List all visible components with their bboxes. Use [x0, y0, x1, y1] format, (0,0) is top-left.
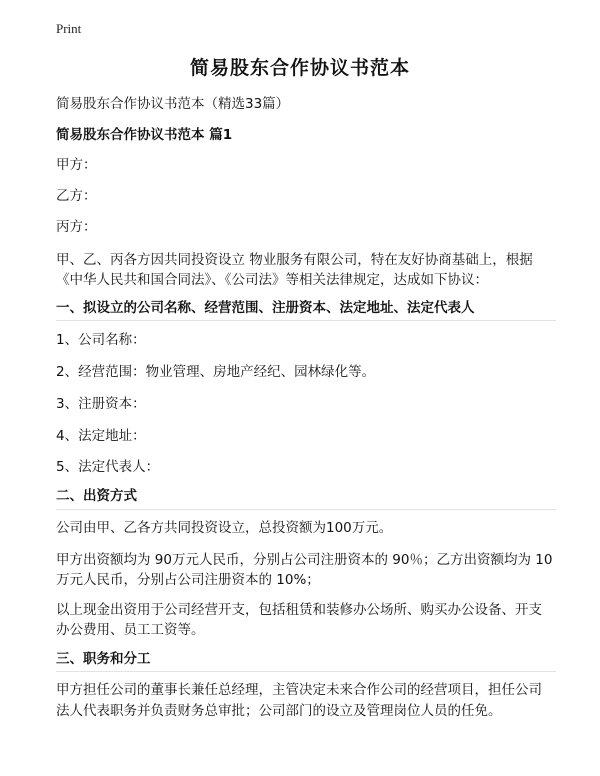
capital-paragraph: 公司由甲、乙各方共同投资设立，总投资额为100万元。 — [56, 520, 393, 536]
party-c-field: 丙方： — [56, 219, 97, 235]
duties-paragraph-line-2: 法人代表职务并负责财务总审批；公司部门的设立及管理岗位人员的任免。 — [56, 703, 502, 719]
list-item-legal-representative: 5、法定代表人： — [56, 459, 160, 475]
print-link[interactable]: Print — [56, 21, 82, 36]
party-b-field: 乙方： — [56, 188, 97, 204]
section-2-heading: 二、出资方式 — [56, 488, 137, 504]
shares-paragraph-line-2: 万元人民币，分别占公司注册资本的 10%； — [56, 572, 320, 588]
section-divider — [56, 320, 556, 321]
document-subtitle: 简易股东合作协议书范本（精选33篇） — [56, 96, 290, 112]
intro-paragraph-line-1: 甲、乙、丙各方因共同投资设立 物业服务有限公司，特在友好协商基础上，根据 — [56, 252, 533, 268]
section-divider — [56, 671, 556, 672]
usage-paragraph-line-2: 办公费用、员工工资等。 — [56, 622, 205, 638]
list-item-business-scope: 2、经营范围：物业管理、房地产经纪、园林绿化等。 — [56, 364, 376, 380]
section-1-heading: 一、拟设立的公司名称、经营范围、注册资本、法定地址、法定代表人 — [56, 300, 475, 316]
list-item-legal-address: 4、法定地址： — [56, 428, 146, 444]
section-3-heading: 三、职务和分工 — [56, 651, 151, 667]
usage-paragraph-line-1: 以上现金出资用于公司经营开支，包括租赁和装修办公场所、购买办公设备、开支 — [56, 602, 542, 618]
article-heading: 简易股东合作协议书范本 篇1 — [56, 127, 233, 143]
document-title: 简易股东合作协议书范本 — [189, 57, 410, 79]
duties-paragraph-line-1: 甲方担任公司的董事长兼任总经理，主管决定未来合作公司的经营项目，担任公司 — [56, 682, 542, 698]
intro-paragraph-line-2: 《中华人民共和国合同法》、《公司法》等相关法律规定，达成如下协议： — [56, 272, 488, 288]
list-item-registered-capital: 3、注册资本： — [56, 396, 146, 412]
party-a-field: 甲方： — [56, 157, 97, 173]
section-divider — [56, 509, 556, 510]
shares-paragraph-line-1: 甲方出资额均为 90万元人民币，分别占公司注册资本的 90％；乙方出资额均为 10 — [56, 552, 553, 568]
list-item-company-name: 1、公司名称： — [56, 332, 146, 348]
